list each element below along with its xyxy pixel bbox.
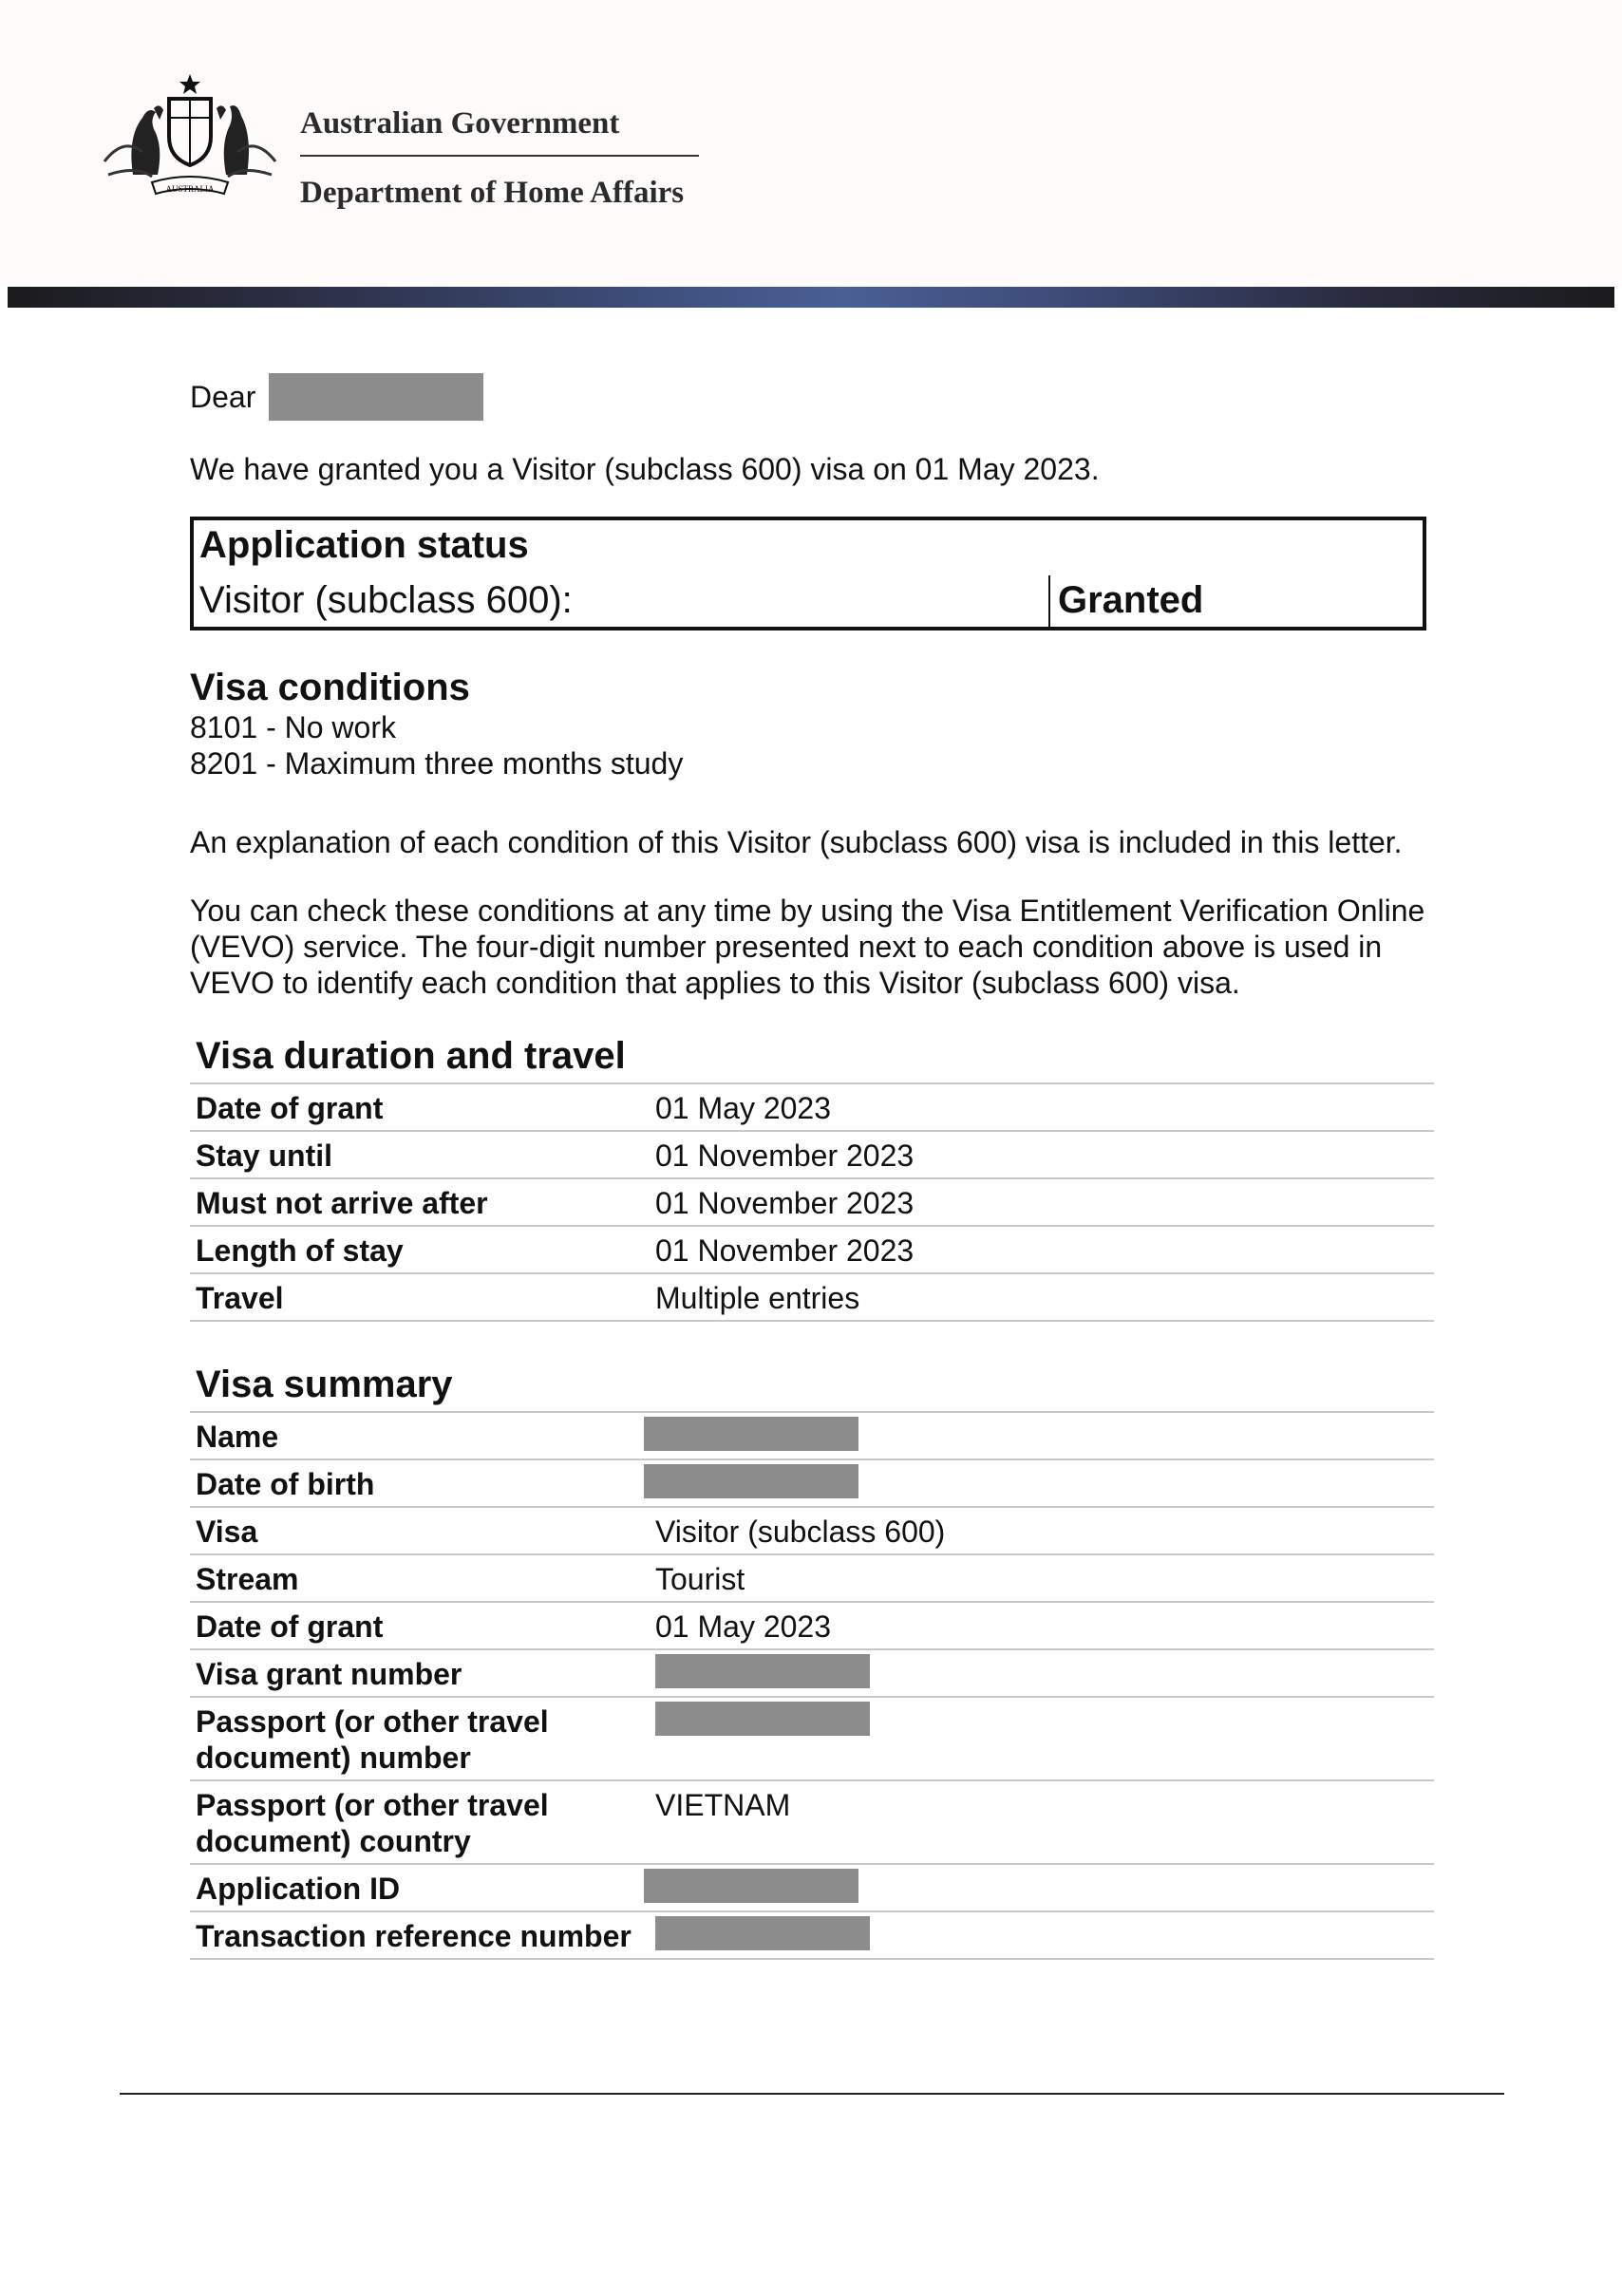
redacted-value — [644, 1417, 858, 1451]
table-row — [190, 1781, 1434, 1865]
visa-conditions — [190, 667, 683, 781]
row-value: VIETNAM — [655, 1788, 791, 1822]
row-label: Transaction reference number — [196, 1919, 632, 1953]
coat-of-arms-icon — [95, 70, 285, 213]
svg-text:AUSTRALIA: AUSTRALIA — [165, 184, 215, 194]
government-name: Australian Government — [300, 106, 699, 157]
redacted-value — [644, 1464, 858, 1498]
header-gradient-bar — [8, 287, 1614, 308]
redacted-value — [655, 1654, 870, 1688]
row-label: Visa grant number — [196, 1657, 462, 1691]
greeting-line — [190, 370, 1434, 423]
condition-item: 8201 - Maximum three months study — [190, 746, 684, 781]
row-label: Stream — [196, 1562, 299, 1596]
row-label: Stay until — [196, 1139, 333, 1173]
table-row — [190, 1179, 1434, 1227]
row-value: Visitor (subclass 600) — [655, 1515, 946, 1549]
row-value: 01 May 2023 — [655, 1609, 832, 1644]
conditions-explanation: An explanation of each condition of this Visitor (subclass 600) visa is included in this letter. — [190, 825, 1403, 859]
row-value: 01 May 2023 — [655, 1091, 832, 1125]
table-row — [190, 1865, 1434, 1912]
row-label: Date of birth — [196, 1467, 375, 1501]
table-row — [190, 1274, 1434, 1322]
row-label: Visa — [196, 1515, 258, 1549]
row-value: 01 November 2023 — [655, 1139, 915, 1173]
row-value: Tourist — [655, 1562, 745, 1596]
footer-rule — [120, 2093, 1504, 2095]
duration-title: Visa duration and travel — [196, 1035, 626, 1077]
status-label: Visitor (subclass 600): — [199, 579, 573, 621]
table-row — [190, 1460, 1434, 1508]
table-row — [190, 1084, 1434, 1132]
row-value: 01 November 2023 — [655, 1186, 915, 1220]
table-row — [190, 1555, 1434, 1603]
table-row — [190, 1132, 1434, 1179]
table-row — [190, 1508, 1434, 1555]
redacted-value — [644, 1869, 858, 1903]
letterhead — [0, 0, 1622, 287]
status-title: Application status — [199, 524, 529, 566]
vevo-paragraph: You can check these conditions at any time by using the Visa Entitlement Verification Online (VEVO) service. The four-digit number presented next to each condition above is used in VEVO to identify each condition that applies to this Visitor (subclass 600) visa. — [190, 894, 1425, 1000]
greeting: Dear — [190, 379, 256, 414]
row-label: Date of grant — [196, 1091, 384, 1125]
table-row — [190, 1912, 1434, 1960]
condition-item: 8101 - No work — [190, 710, 396, 744]
row-label: Passport (or other travel document) country — [196, 1788, 549, 1858]
conditions-title: Visa conditions — [190, 667, 470, 708]
row-label: Passport (or other travel document) number — [196, 1704, 549, 1775]
redacted-value — [655, 1916, 870, 1950]
letter-body — [190, 370, 1434, 1953]
table-row — [190, 1413, 1434, 1460]
department-name: Department of Home Affairs — [300, 176, 685, 210]
table-row — [190, 1603, 1434, 1650]
row-label: Must not arrive after — [196, 1186, 488, 1220]
agency-name-block — [300, 106, 699, 211]
granted-sentence: We have granted you a Visitor (subclass 600) visa on 01 May 2023. — [190, 452, 1100, 486]
visa-duration-table — [190, 1029, 1434, 1322]
redacted-recipient-name — [269, 373, 483, 421]
summary-title: Visa summary — [196, 1364, 453, 1405]
row-label: Date of grant — [196, 1609, 384, 1644]
row-label: Application ID — [196, 1872, 401, 1906]
status-value: Granted — [1058, 579, 1204, 621]
row-label: Length of stay — [196, 1233, 404, 1268]
table-row — [190, 1698, 1434, 1781]
status-divider — [1048, 575, 1050, 630]
table-row — [190, 1227, 1434, 1274]
visa-summary-table — [190, 1358, 1434, 1960]
row-value: Multiple entries — [655, 1281, 860, 1315]
table-row — [190, 1650, 1434, 1698]
application-status-box — [190, 517, 1426, 630]
row-label: Name — [196, 1420, 279, 1454]
row-label: Travel — [196, 1281, 284, 1315]
row-value: 01 November 2023 — [655, 1233, 915, 1268]
redacted-value — [655, 1702, 870, 1736]
